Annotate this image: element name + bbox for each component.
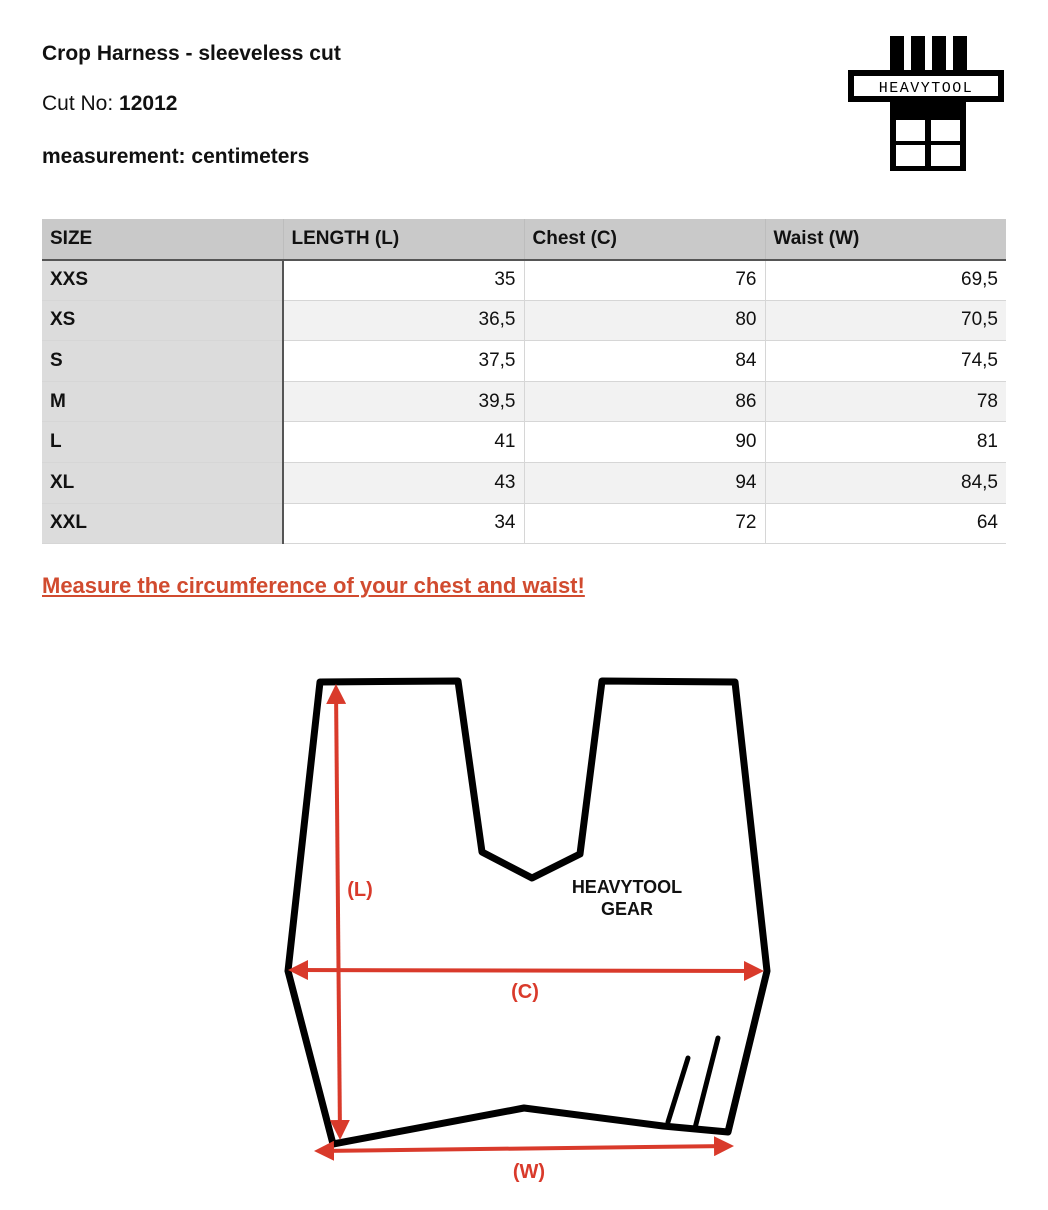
- diagram-brand-line2: GEAR: [600, 899, 654, 919]
- waist-cell: 78: [765, 381, 1006, 422]
- waist-cell: 81: [765, 422, 1006, 463]
- table-row: [42, 463, 1006, 504]
- table-header-row: [42, 219, 1006, 260]
- harness-measurement-diagram: [270, 660, 790, 1200]
- table-row: [42, 503, 1006, 544]
- diagram-brand-line1: HEAVYTOOL: [571, 877, 683, 897]
- chest-cell: 80: [524, 300, 765, 341]
- measurement-unit: measurement: centimeters: [42, 145, 310, 168]
- column-header-chest: Chest (C): [524, 219, 765, 260]
- size-cell: XXL: [42, 503, 283, 544]
- table-row: [42, 260, 1006, 301]
- waist-cell: 84,5: [765, 463, 1006, 504]
- column-header-size: SIZE: [42, 219, 283, 260]
- column-header-waist: Waist (W): [765, 219, 1006, 260]
- length-cell: 37,5: [283, 341, 524, 382]
- chest-cell: 86: [524, 381, 765, 422]
- length-arrow: [336, 688, 340, 1136]
- waist-cell: 69,5: [765, 260, 1006, 301]
- cut-number-line: [42, 92, 177, 116]
- waist-cell: 74,5: [765, 341, 1006, 382]
- logo-top-text: HEAVYTOOL: [878, 80, 974, 97]
- heavytool-gear-logo: [845, 36, 1007, 172]
- size-chart-table: [42, 219, 1006, 544]
- length-cell: 43: [283, 463, 524, 504]
- length-cell: 39,5: [283, 381, 524, 422]
- measurement-note: Measure the circumference of your chest and waist!: [42, 573, 585, 598]
- size-cell: XL: [42, 463, 283, 504]
- chest-cell: 84: [524, 341, 765, 382]
- waist-cell: 64: [765, 503, 1006, 544]
- strap-line: [695, 1038, 718, 1128]
- chest-cell: 90: [524, 422, 765, 463]
- size-cell: XXS: [42, 260, 283, 301]
- harness-outline: [288, 681, 767, 1144]
- chest-cell: 94: [524, 463, 765, 504]
- strap-line: [668, 1058, 688, 1122]
- waist-arrow: [318, 1146, 730, 1151]
- column-header-length: LENGTH (L): [283, 219, 524, 260]
- size-cell: M: [42, 381, 283, 422]
- table-row: [42, 300, 1006, 341]
- length-cell: 36,5: [283, 300, 524, 341]
- chest-cell: 72: [524, 503, 765, 544]
- page-title: Crop Harness - sleeveless cut: [42, 42, 341, 65]
- size-cell: L: [42, 422, 283, 463]
- table-row: [42, 341, 1006, 382]
- chest-label: (C): [511, 981, 539, 1003]
- table-row: [42, 422, 1006, 463]
- length-cell: 41: [283, 422, 524, 463]
- chest-cell: 76: [524, 260, 765, 301]
- cut-number-value: 12012: [119, 92, 178, 115]
- size-cell: S: [42, 341, 283, 382]
- size-cell: XS: [42, 300, 283, 341]
- waist-label: (W): [512, 1161, 546, 1183]
- length-cell: 34: [283, 503, 524, 544]
- length-cell: 35: [283, 260, 524, 301]
- length-label: (L): [347, 879, 373, 901]
- table-row: [42, 381, 1006, 422]
- waist-cell: 70,5: [765, 300, 1006, 341]
- cut-number-label: Cut No:: [42, 92, 114, 115]
- chest-arrow: [292, 970, 760, 971]
